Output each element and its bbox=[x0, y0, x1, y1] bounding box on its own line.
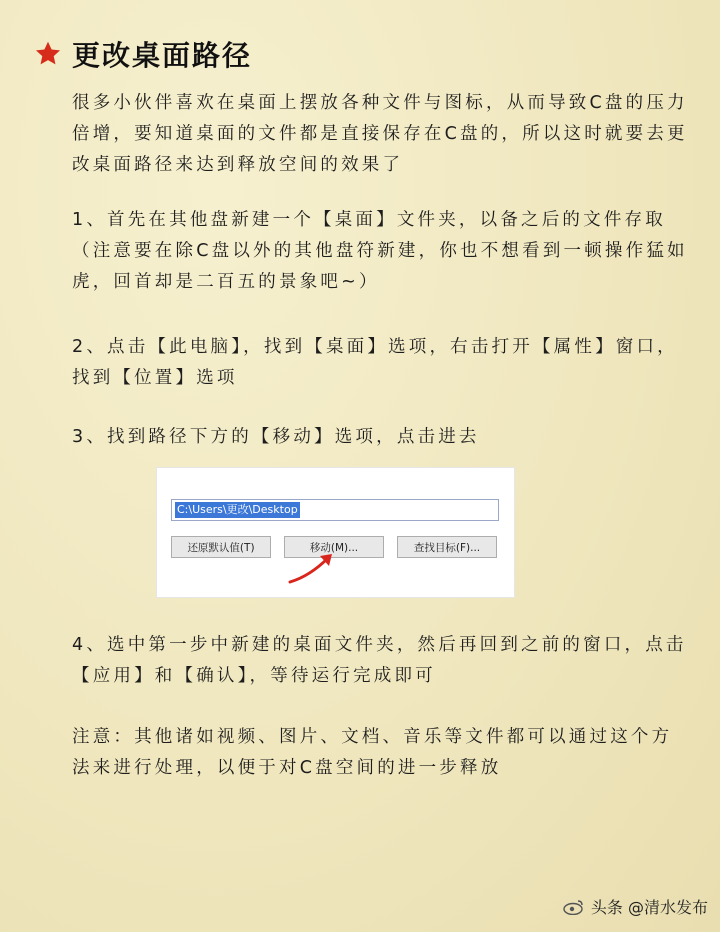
weibo-icon bbox=[563, 899, 585, 915]
step-2: 2、点击【此电脑】，找到【桌面】选项，右击打开【属性】窗口，找到【位置】选项 bbox=[72, 337, 678, 388]
restore-default-button[interactable]: 还原默认值(T) bbox=[171, 536, 271, 558]
path-value: C:\Users\更改\Desktop bbox=[177, 503, 298, 516]
path-input[interactable] bbox=[171, 499, 499, 521]
intro-paragraph: 很多小伙伴喜欢在桌面上摆放各种文件与图标，从而导致C盘的压力倍增，要知道桌面的文件都是直接保存在C盘的，所以这时就要去更改桌面路径来达到释放空间的效果了 bbox=[72, 93, 688, 175]
title-row bbox=[34, 34, 252, 74]
step-1: 1、首先在其他盘新建一个【桌面】文件夹，以备之后的文件存取（注意要在除C盘以外的其他盘符新建，你也不想看到一顿操作猛如虎，回首却是二百五的景象吧~） bbox=[72, 210, 688, 292]
page-title: 更改桌面路径 bbox=[72, 39, 253, 72]
properties-screenshot bbox=[156, 467, 515, 598]
footer-text: 头条 @清水发布 bbox=[590, 898, 708, 917]
step-3: 3、找到路径下方的【移动】选项，点击进去 bbox=[72, 427, 480, 447]
step-4: 4、选中第一步中新建的桌面文件夹，然后再回到之前的窗口，点击【应用】和【确认】，等待运行完成即可 bbox=[72, 635, 687, 686]
star-icon bbox=[34, 40, 62, 68]
note-paragraph: 注意：其他诸如视频、图片、文档、音乐等文件都可以通过这个方法来进行处理，以便于对C盘空间的进一步释放 bbox=[72, 727, 673, 778]
find-target-button[interactable]: 查找目标(F)... bbox=[397, 536, 497, 558]
red-arrow-icon bbox=[282, 548, 342, 588]
footer-watermark bbox=[563, 895, 708, 918]
move-button[interactable]: 移动(M)... bbox=[284, 536, 384, 558]
